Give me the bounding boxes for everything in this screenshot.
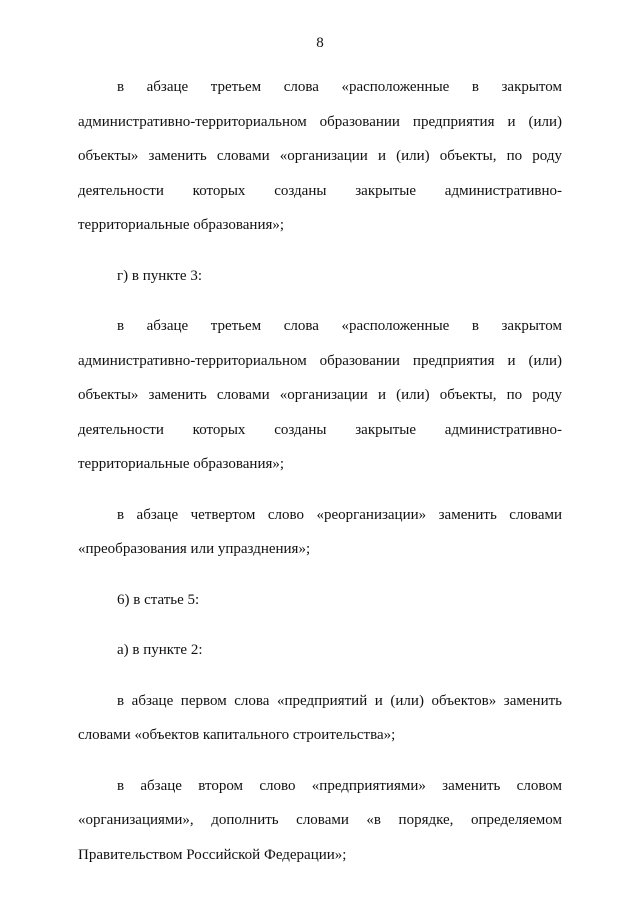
text-line: деятельности которых созданы закрытые административно- [78,421,562,438]
paragraph-2: г) в пункте 3: [117,267,203,284]
text-line: административно-территориальном образовании предприятия и (или) [78,352,562,369]
text-line: территориальные образования»; [78,456,285,472]
paragraph-1 [78,70,562,243]
text-line: объекты» заменить словами «организации и (или) объекты, по роду [78,148,562,164]
text-line: «организациями», дополнить словами «в порядке, определяемом [78,812,562,828]
text-line: в абзаце третьем слова «расположенные в закрытом [117,79,562,95]
paragraph-7 [78,684,562,753]
text-line: «преобразования или упразднения»; [78,541,311,557]
paragraph-6: а) в пункте 2: [117,642,203,658]
text-line: территориальные образования»; [78,217,285,233]
text-line: в абзаце четвертом слово «реорганизации» заменить словами [117,506,562,523]
text-line: в абзаце первом слова «предприятий и (или) объектов» заменить [117,692,562,709]
document-body [78,70,562,888]
text-line: деятельности которых созданы закрытые административно- [78,182,562,199]
paragraph-4 [78,498,562,567]
text-line: в абзаце третьем слова «расположенные в закрытом [117,318,562,334]
paragraph-5: 6) в статье 5: [117,591,200,608]
text-line: Правительством Российской Федерации»; [78,846,347,863]
page-number: 8 [316,35,324,51]
text-line: объекты» заменить словами «организации и (или) объекты, по роду [78,387,562,403]
paragraph-8 [78,769,562,873]
text-line: административно-территориальном образовании предприятия и (или) [78,113,562,130]
text-line: в абзаце втором слово «предприятиями» заменить словом [117,777,562,794]
text-line: словами «объектов капитального строительства»; [78,727,396,743]
paragraph-3 [78,309,562,482]
